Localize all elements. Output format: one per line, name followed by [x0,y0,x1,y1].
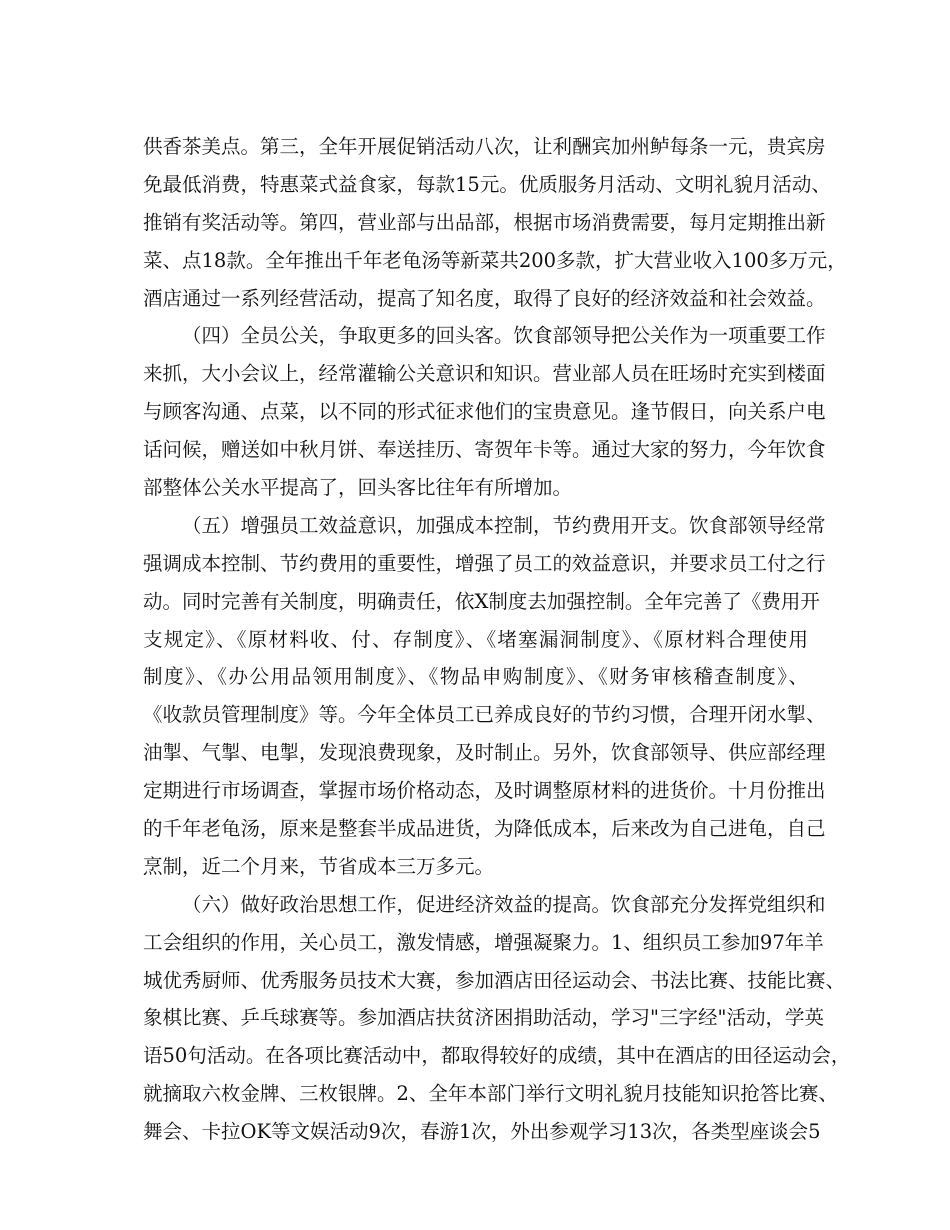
text-line: 城优秀厨师、优秀服务员技术大赛，参加酒店田径运动会、书法比赛、技能比赛、 [143,968,846,992]
text-line: （六）做好政治思想工作，促进经济效益的提高。饮食部充分发挥党组织和 [182,892,826,916]
text-line: 与顾客沟通、点菜，以不同的形式征求他们的宝贵意见。逢节假日，向关系户电 [143,400,826,424]
text-line: 《收款员管理制度》等。今年全体员工已养成良好的节约习惯，合理开闭水掣、 [143,703,826,727]
text-line: 动。同时完善有关制度，明确责任，依X制度去加强控制。全年完善了《费用开 [143,589,820,613]
text-line: 制度》、《办公用品领用制度》、《物品申购制度》、《财务审核稽查制度》、 [143,665,808,689]
text-line: 定期进行市场调查，掌握市场价格动态，及时调整原材料的进货价。十月份推出 [143,779,826,803]
text-line: 部整体公关水平提高了，回头客比往年有所增加。 [143,476,573,500]
text-line: 供香茶美点。第三，全年开展促销活动八次，让利酬宾加州鲈每条一元，贵宾房 [143,135,826,158]
text-line: 的千年老龟汤，原来是整套半成品进货，为降低成本，后来改为自己进龟，自己 [143,817,826,841]
text-line: 酒店通过一系列经营活动，提高了知名度，取得了良好的经济效益和社会效益。 [143,286,826,310]
text-line: 推销有奖活动等。第四，营业部与出品部，根据市场消费需要，每月定期推出新 [143,210,826,234]
document-body [143,128,851,1151]
text-line: 工会组织的作用，关心员工，激发情感，增强凝聚力。1、组织员工参加97年羊 [143,930,824,954]
text-line: 象棋比赛、乒乓球赛等。参加酒店扶贫济困捐助活动，学习"三字经"活动，学英 [143,1006,824,1030]
text-line: 来抓，大小会议上，经常灌输公关意识和知识。营业部人员在旺场时充实到楼面 [143,362,826,386]
text-line: 舞会、卡拉OK等文娱活动9次，春游1次，外出参观学习13次，各类型座谈会5 [143,1120,821,1144]
text-line: 就摘取六枚金牌、三枚银牌。2、全年本部门举行文明礼貌月技能知识抢答比赛、 [143,1082,838,1106]
text-line: 油掣、气掣、电掣，发现浪费现象，及时制止。另外，饮食部领导、供应部经理 [143,741,826,765]
text-line: 语50句活动。在各项比赛活动中，都取得较好的成绩，其中在酒店的田径运动会， [143,1044,851,1068]
text-line: 强调成本控制、节约费用的重要性，增强了员工的效益意识，并要求员工付之行 [143,551,826,575]
text-line: 烹制，近二个月来，节省成本三万多元。 [143,854,495,878]
text-line: 话问候，赠送如中秋月饼、奉送挂历、寄贺年卡等。通过大家的努力，今年饮食 [143,438,826,462]
text-line: 菜、点18款。全年推出千年老龟汤等新菜共200多款，扩大营业收入100多万元， [143,248,847,272]
text-line: （四）全员公关，争取更多的回头客。饮食部领导把公关作为一项重要工作 [182,324,826,348]
text-line: 支规定》、《原材料收、付、存制度》、《堵塞漏洞制度》、《原材料合理使用 [143,627,808,651]
text-line: （五）增强员工效益意识，加强成本控制，节约费用开支。饮食部领导经常 [182,513,826,537]
text-line: 免最低消费，特惠菜式益食家，每款15元。优质服务月活动、文明礼貌月活动、 [143,172,831,196]
